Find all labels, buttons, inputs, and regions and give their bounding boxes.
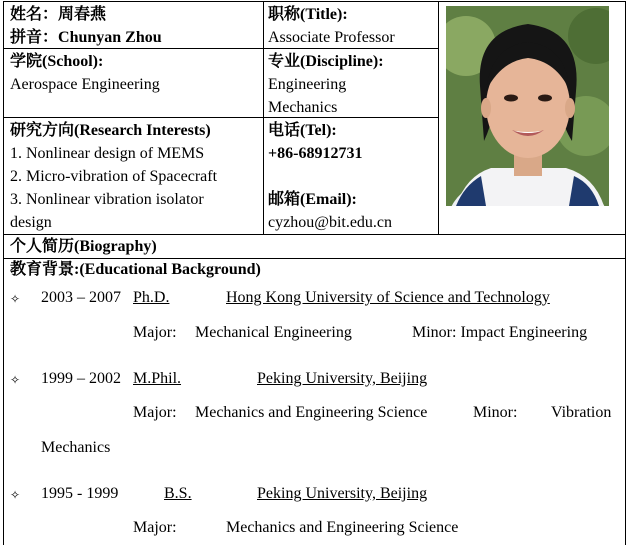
pinyin-value: Chunyan Zhou xyxy=(58,29,162,46)
edu-minor: Minor: Impact Engineering xyxy=(412,324,588,341)
title-value: Associate Professor xyxy=(268,29,395,46)
edu-major-label: Major: xyxy=(133,324,177,341)
contact-cell xyxy=(268,119,436,234)
edu-school: Peking University, Beijing xyxy=(257,370,428,387)
biography-heading: 个人简历(Biography) xyxy=(10,238,157,255)
edu-minor-cont: Mechanics xyxy=(41,439,111,456)
edu-minor: Vibration xyxy=(551,404,612,421)
title-cell xyxy=(268,3,436,49)
edu-major-label: Major: xyxy=(133,519,177,536)
email-label: 邮箱(Email): xyxy=(268,191,357,208)
edu-school: Peking University, Beijing xyxy=(257,485,428,502)
research-item-3: 3. Nonlinear vibration isolator xyxy=(10,191,204,208)
edu-major: Mechanics and Engineering Science xyxy=(195,404,428,421)
edu-minor-label: Minor: xyxy=(473,404,518,421)
research-cell xyxy=(10,119,262,234)
bullet-icon: ✧ xyxy=(10,373,21,387)
discipline-value-line-1: Engineering xyxy=(268,76,347,93)
research-item-1: 1. Nonlinear design of MEMS xyxy=(10,145,205,162)
research-item-2: 2. Micro-vibration of Spacecraft xyxy=(10,168,218,185)
profile-photo xyxy=(446,6,609,206)
name-value: 周春燕 xyxy=(58,6,107,23)
edu-degree: B.S. xyxy=(164,485,192,502)
edu-school: Hong Kong University of Science and Technology xyxy=(226,289,550,306)
bullet-icon: ✧ xyxy=(10,488,21,502)
border-top xyxy=(3,1,626,2)
border-left xyxy=(3,1,4,545)
edu-degree: Ph.D. xyxy=(133,289,170,306)
border-right xyxy=(625,1,626,545)
school-label: 学院(School): xyxy=(10,53,104,70)
education-heading: 教育背景:(Educational Background) xyxy=(10,261,261,278)
title-label: 职称(Title): xyxy=(268,6,348,23)
research-item-3-cont: design xyxy=(10,214,52,231)
name-label: 姓名： xyxy=(10,6,59,23)
contact-spacer xyxy=(268,165,436,188)
edu-degree: M.Phil. xyxy=(133,370,182,387)
edu-major: Mechanics and Engineering Science xyxy=(226,519,459,536)
pinyin-label: 拼音： xyxy=(10,29,59,46)
research-label: 研究方向(Research Interests) xyxy=(10,122,211,139)
discipline-label: 专业(Discipline): xyxy=(268,53,384,70)
edu-years: 1999 – 2002 xyxy=(41,370,121,387)
bullet-icon: ✧ xyxy=(10,292,21,306)
email-value: cyzhou@bit.edu.cn xyxy=(268,214,393,231)
edu-major-label: Major: xyxy=(133,404,177,421)
school-value: Aerospace Engineering xyxy=(10,76,160,93)
edu-years: 1995 - 1999 xyxy=(41,485,119,502)
school-cell xyxy=(10,50,260,96)
tel-value: +86-68912731 xyxy=(268,145,363,162)
tel-label: 电话(Tel): xyxy=(268,122,337,139)
name-cell xyxy=(10,3,260,49)
name-line xyxy=(10,3,260,26)
pinyin-line xyxy=(10,26,260,49)
discipline-cell xyxy=(268,50,436,119)
discipline-value-line-2: Mechanics xyxy=(268,99,338,116)
edu-major: Mechanical Engineering xyxy=(195,324,352,341)
edu-years: 2003 – 2007 xyxy=(41,289,121,306)
